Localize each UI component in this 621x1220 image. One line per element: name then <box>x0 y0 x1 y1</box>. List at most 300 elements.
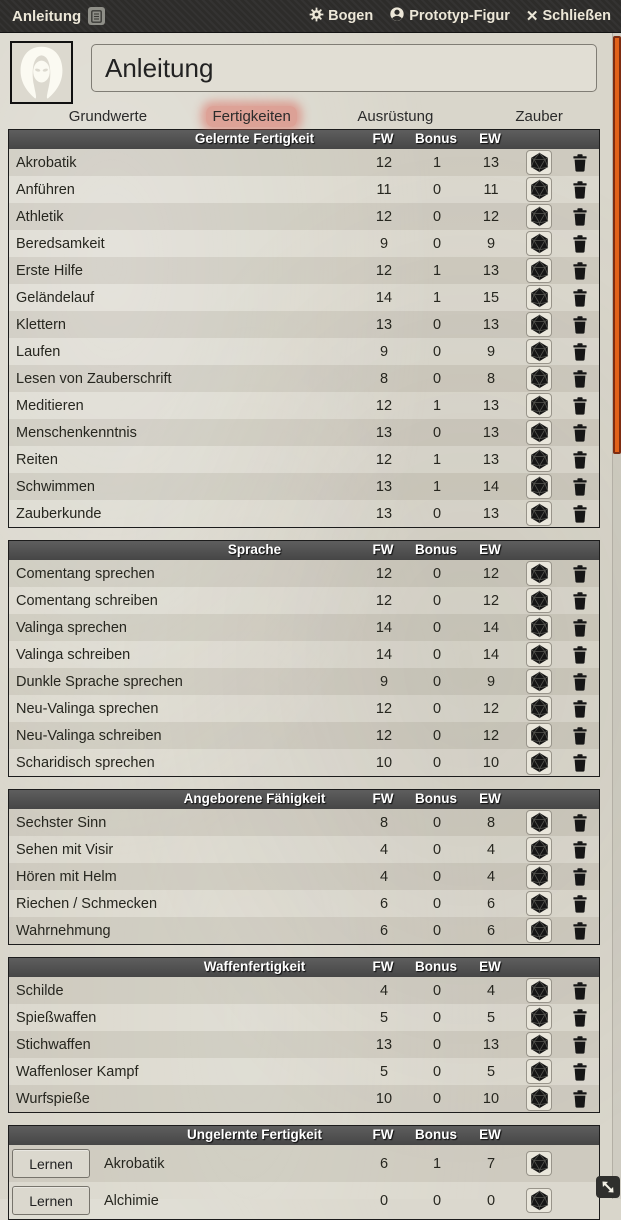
trash-icon <box>573 754 587 772</box>
skill-bonus-value: 1 <box>432 451 442 468</box>
skill-bonus-value: 0 <box>432 1192 442 1209</box>
d20-icon <box>529 893 550 914</box>
skill-bonus-value: 0 <box>432 982 442 999</box>
sheet-menu-button[interactable] <box>309 7 373 26</box>
roll-die-button[interactable] <box>526 864 552 889</box>
roll-die-button[interactable] <box>526 696 552 721</box>
roll-die-button[interactable] <box>526 285 552 310</box>
skill-row <box>9 149 599 176</box>
skill-name: Spießwaffen <box>16 1009 97 1026</box>
skill-row <box>9 1058 599 1085</box>
d20-icon <box>529 476 550 497</box>
roll-die-button[interactable] <box>526 1086 552 1111</box>
d20-icon <box>529 1190 550 1211</box>
skill-name: Athletik <box>16 208 64 225</box>
d20-icon <box>529 563 550 584</box>
skill-name: Valinga sprechen <box>16 619 127 636</box>
column-header-fw: FW <box>372 131 394 146</box>
skill-row <box>9 446 599 473</box>
skill-row <box>9 1031 599 1058</box>
delete-skill-button[interactable] <box>573 478 587 496</box>
unlearned-skill-row <box>9 1145 599 1182</box>
skill-ew-value: 5 <box>486 1063 496 1080</box>
skill-name: Klettern <box>16 316 66 333</box>
skill-fw-value: 9 <box>379 343 389 360</box>
skill-fw-value: 13 <box>375 1036 393 1053</box>
delete-skill-button[interactable] <box>573 316 587 334</box>
skill-ew-value: 13 <box>482 316 500 333</box>
delete-skill-button[interactable] <box>573 181 587 199</box>
skill-ew-value: 12 <box>482 727 500 744</box>
skill-fw-value: 9 <box>379 673 389 690</box>
delete-skill-button[interactable] <box>573 235 587 253</box>
skill-fw-value: 6 <box>379 895 389 912</box>
skill-fw-value: 12 <box>375 262 393 279</box>
window-title: Anleitung <box>12 7 82 25</box>
skill-name: Geländelauf <box>16 289 95 306</box>
resize-arrow-icon <box>601 1180 615 1194</box>
d20-icon <box>529 152 550 173</box>
skill-fw-value: 8 <box>379 814 389 831</box>
d20-icon <box>529 617 550 638</box>
skill-name: Akrobatik <box>16 154 77 171</box>
skill-row <box>9 311 599 338</box>
skill-fw-value: 13 <box>375 316 393 333</box>
skill-row <box>9 473 599 500</box>
skill-bonus-value: 0 <box>432 235 442 252</box>
skill-ew-value: 13 <box>482 262 500 279</box>
close-label: Schließen <box>542 8 611 24</box>
skill-row <box>9 1004 599 1031</box>
delete-skill-button[interactable] <box>573 922 587 940</box>
column-header-fw: FW <box>372 791 394 806</box>
skill-ew-value: 4 <box>486 868 496 885</box>
skill-fw-value: 6 <box>379 922 389 939</box>
trash-icon <box>573 316 587 334</box>
d20-icon <box>529 698 550 719</box>
skill-ew-value: 11 <box>483 181 499 198</box>
skill-row <box>9 284 599 311</box>
roll-die-button[interactable] <box>526 150 552 175</box>
trash-icon <box>573 922 587 940</box>
skill-bonus-value: 0 <box>432 1036 442 1053</box>
skill-name: Valinga schreiben <box>16 646 131 663</box>
roll-die-button[interactable] <box>526 420 552 445</box>
skill-fw-value: 12 <box>375 154 393 171</box>
skill-row <box>9 614 599 641</box>
skill-bonus-value: 0 <box>432 370 442 387</box>
d20-icon <box>529 395 550 416</box>
d20-icon <box>529 1153 550 1174</box>
skill-bonus-value: 0 <box>432 505 442 522</box>
delete-skill-button[interactable] <box>573 646 587 664</box>
d20-icon <box>529 233 550 254</box>
trash-icon <box>573 343 587 361</box>
roll-die-button[interactable] <box>526 501 552 526</box>
roll-die-button[interactable] <box>526 642 552 667</box>
trash-icon <box>573 451 587 469</box>
section-header <box>9 541 599 560</box>
trash-icon <box>573 814 587 832</box>
skill-ew-value: 9 <box>486 343 496 360</box>
skill-fw-value: 12 <box>375 700 393 717</box>
d20-icon <box>529 644 550 665</box>
skill-name: Beredsamkeit <box>16 235 105 252</box>
roll-die-button[interactable] <box>526 837 552 862</box>
roll-die-button[interactable] <box>526 474 552 499</box>
roll-die-button[interactable] <box>526 750 552 775</box>
column-header-bonus: Bonus <box>415 542 457 557</box>
skill-bonus-value: 0 <box>432 895 442 912</box>
skill-name: Riechen / Schmecken <box>16 895 158 912</box>
skill-bonus-value: 0 <box>432 727 442 744</box>
skill-bonus-value: 0 <box>432 673 442 690</box>
delete-skill-button[interactable] <box>573 208 587 226</box>
column-header-fw: FW <box>372 959 394 974</box>
skill-bonus-value: 0 <box>432 592 442 609</box>
skill-bonus-value: 0 <box>432 208 442 225</box>
d20-icon <box>529 1061 550 1082</box>
skill-bonus-value: 0 <box>432 922 442 939</box>
skill-fw-value: 4 <box>379 868 389 885</box>
skill-fw-value: 12 <box>375 592 393 609</box>
skill-name: Scharidisch sprechen <box>16 754 155 771</box>
d20-icon <box>529 449 550 470</box>
skill-name: Waffenloser Kampf <box>16 1063 139 1080</box>
skill-ew-value: 14 <box>482 619 500 636</box>
scrollbar-thumb[interactable] <box>613 36 621 454</box>
roll-die-button[interactable] <box>526 258 552 283</box>
skill-ew-value: 13 <box>482 154 500 171</box>
column-header-bonus: Bonus <box>415 1127 457 1142</box>
delete-skill-button[interactable] <box>573 370 587 388</box>
skill-fw-value: 5 <box>379 1009 389 1026</box>
d20-icon <box>529 1034 550 1055</box>
trash-icon <box>573 982 587 1000</box>
d20-icon <box>529 671 550 692</box>
delete-skill-button[interactable] <box>573 1063 587 1081</box>
delete-skill-button[interactable] <box>573 262 587 280</box>
delete-skill-button[interactable] <box>573 619 587 637</box>
roll-die-button[interactable] <box>526 312 552 337</box>
skill-fw-value: 12 <box>375 397 393 414</box>
delete-skill-button[interactable] <box>573 397 587 415</box>
skill-name: Laufen <box>16 343 61 360</box>
roll-die-button[interactable] <box>526 177 552 202</box>
skill-bonus-value: 0 <box>432 841 442 858</box>
resize-handle[interactable] <box>596 1176 620 1198</box>
roll-die-button[interactable] <box>526 810 552 835</box>
skill-name: Wurfspieße <box>16 1090 90 1107</box>
section-title: Waffenfertigkeit <box>203 959 306 974</box>
skill-fw-value: 12 <box>375 208 393 225</box>
skill-name: Zauberkunde <box>16 505 102 522</box>
delete-skill-button[interactable] <box>573 841 587 859</box>
delete-skill-button[interactable] <box>573 982 587 1000</box>
skill-bonus-value: 0 <box>432 700 442 717</box>
skill-bonus-value: 1 <box>432 289 442 306</box>
skill-name: Meditieren <box>16 397 84 414</box>
section-title: Angeborene Fähigkeit <box>183 791 326 806</box>
trash-icon <box>573 235 587 253</box>
skill-row <box>9 890 599 917</box>
skill-name: Anführen <box>16 181 75 198</box>
skill-row <box>9 749 599 776</box>
roll-die-button[interactable] <box>526 1059 552 1084</box>
skill-name: Comentang schreiben <box>16 592 158 609</box>
learn-button[interactable]: Lernen <box>12 1149 90 1178</box>
d20-icon <box>529 920 550 941</box>
skill-section <box>8 129 600 528</box>
skill-ew-value: 4 <box>486 841 496 858</box>
skill-fw-value: 4 <box>379 982 389 999</box>
character-name-input[interactable] <box>91 44 597 92</box>
skill-bonus-value: 0 <box>432 424 442 441</box>
skill-ew-value: 13 <box>482 397 500 414</box>
column-header-bonus: Bonus <box>415 791 457 806</box>
skill-bonus-value: 1 <box>432 1155 442 1172</box>
delete-skill-button[interactable] <box>573 895 587 913</box>
roll-die-button[interactable] <box>526 1032 552 1057</box>
trash-icon <box>573 565 587 583</box>
skill-name: Reiten <box>16 451 58 468</box>
skill-bonus-value: 0 <box>432 646 442 663</box>
trash-icon <box>573 868 587 886</box>
delete-skill-button[interactable] <box>573 154 587 172</box>
skill-ew-value: 7 <box>486 1155 496 1172</box>
roll-die-button[interactable] <box>526 615 552 640</box>
skill-name: Hören mit Helm <box>16 868 117 885</box>
delete-skill-button[interactable] <box>573 868 587 886</box>
skill-name: Menschenkenntnis <box>16 424 137 441</box>
roll-die-button[interactable] <box>526 1151 552 1176</box>
skill-ew-value: 8 <box>486 370 496 387</box>
skill-name: Schwimmen <box>16 478 95 495</box>
roll-die-button[interactable] <box>526 723 552 748</box>
figure-menu-button[interactable] <box>389 6 510 26</box>
skill-bonus-value: 0 <box>432 1090 442 1107</box>
roll-die-button[interactable] <box>526 393 552 418</box>
skill-row <box>9 338 599 365</box>
section-header <box>9 130 599 149</box>
skill-row <box>9 230 599 257</box>
skill-section <box>8 540 600 777</box>
close-icon: ✕ <box>525 7 539 25</box>
tab-fertigkeiten[interactable]: Fertigkeiten <box>180 108 324 125</box>
skill-name: Stichwaffen <box>16 1036 91 1053</box>
skill-fw-value: 9 <box>379 235 389 252</box>
section-title: Ungelernte Fertigkeit <box>186 1127 323 1142</box>
skill-row <box>9 641 599 668</box>
roll-die-button[interactable] <box>526 366 552 391</box>
d20-icon <box>529 368 550 389</box>
delete-skill-button[interactable] <box>573 754 587 772</box>
skill-fw-value: 10 <box>375 1090 393 1107</box>
skill-bonus-value: 0 <box>432 343 442 360</box>
roll-die-button[interactable] <box>526 204 552 229</box>
column-header-fw: FW <box>372 1127 394 1142</box>
d20-icon <box>529 206 550 227</box>
skill-fw-value: 13 <box>375 424 393 441</box>
skill-fw-value: 10 <box>375 754 393 771</box>
skill-fw-value: 12 <box>375 727 393 744</box>
delete-skill-button[interactable] <box>573 700 587 718</box>
tab-ausruestung[interactable]: Ausrüstung <box>357 107 434 125</box>
skill-ew-value: 5 <box>486 1009 496 1026</box>
delete-skill-button[interactable] <box>573 814 587 832</box>
skill-row <box>9 668 599 695</box>
skill-fw-value: 0 <box>379 1192 389 1209</box>
section-header <box>9 1126 599 1145</box>
scrollbar-track[interactable] <box>612 33 621 1199</box>
skill-name: Neu-Valinga sprechen <box>16 700 159 717</box>
delete-skill-button[interactable] <box>573 343 587 361</box>
skill-row <box>9 695 599 722</box>
roll-die-button[interactable] <box>526 231 552 256</box>
roll-die-button[interactable] <box>526 1188 552 1213</box>
skill-bonus-value: 0 <box>432 868 442 885</box>
skill-bonus-value: 0 <box>432 565 442 582</box>
delete-skill-button[interactable] <box>573 565 587 583</box>
character-header <box>0 33 621 104</box>
trash-icon <box>573 1036 587 1054</box>
d20-icon <box>529 1088 550 1109</box>
skill-bonus-value: 0 <box>432 619 442 636</box>
d20-icon <box>529 839 550 860</box>
skill-fw-value: 14 <box>375 646 393 663</box>
roll-die-button[interactable] <box>526 1005 552 1030</box>
skill-fw-value: 5 <box>379 1063 389 1080</box>
d20-icon <box>529 980 550 1001</box>
roll-die-button[interactable] <box>526 339 552 364</box>
d20-icon <box>529 260 550 281</box>
tab-grundwerte[interactable]: Grundwerte <box>68 107 148 125</box>
roll-die-button[interactable] <box>526 669 552 694</box>
trash-icon <box>573 673 587 691</box>
skill-fw-value: 13 <box>375 505 393 522</box>
skill-name: Sechster Sinn <box>16 814 107 831</box>
delete-skill-button[interactable] <box>573 1009 587 1027</box>
trash-icon <box>573 505 587 523</box>
delete-skill-button[interactable] <box>573 1036 587 1054</box>
delete-skill-button[interactable] <box>573 673 587 691</box>
figure-menu-label: Prototyp-Figur <box>409 8 510 24</box>
delete-skill-button[interactable] <box>573 424 587 442</box>
skill-name: Comentang sprechen <box>16 565 155 582</box>
skill-row <box>9 587 599 614</box>
trash-icon <box>573 619 587 637</box>
skill-row <box>9 500 599 527</box>
skill-bonus-value: 1 <box>432 154 442 171</box>
skill-row <box>9 176 599 203</box>
trash-icon <box>573 370 587 388</box>
roll-die-button[interactable] <box>526 891 552 916</box>
skill-ew-value: 4 <box>486 982 496 999</box>
delete-skill-button[interactable] <box>573 727 587 745</box>
column-header-bonus: Bonus <box>415 131 457 146</box>
roll-die-button[interactable] <box>526 561 552 586</box>
d20-icon <box>529 725 550 746</box>
skill-bonus-value: 0 <box>432 814 442 831</box>
avatar[interactable] <box>10 41 73 104</box>
skill-ew-value: 0 <box>486 1192 496 1209</box>
skill-row <box>9 722 599 749</box>
close-button[interactable] <box>526 8 611 24</box>
d20-icon <box>529 1007 550 1028</box>
roll-die-button[interactable] <box>526 918 552 943</box>
trash-icon <box>573 646 587 664</box>
column-header-ew: EW <box>479 131 501 146</box>
skill-fw-value: 11 <box>376 181 392 198</box>
delete-skill-button[interactable] <box>573 1090 587 1108</box>
trash-icon <box>573 262 587 280</box>
skill-ew-value: 14 <box>482 646 500 663</box>
skill-fw-value: 14 <box>375 289 393 306</box>
skill-ew-value: 14 <box>482 478 500 495</box>
delete-skill-button[interactable] <box>573 289 587 307</box>
d20-icon <box>529 287 550 308</box>
learn-button[interactable]: Lernen <box>12 1186 90 1215</box>
skill-row <box>9 917 599 944</box>
d20-icon <box>529 590 550 611</box>
skill-bonus-value: 0 <box>432 181 442 198</box>
skill-ew-value: 8 <box>486 814 496 831</box>
skill-ew-value: 12 <box>482 700 500 717</box>
skill-name: Akrobatik <box>104 1155 165 1172</box>
trash-icon <box>573 208 587 226</box>
trash-icon <box>573 1063 587 1081</box>
skill-ew-value: 12 <box>482 565 500 582</box>
sheet-menu-label: Bogen <box>328 8 374 24</box>
roll-die-button[interactable] <box>526 978 552 1003</box>
skill-row <box>9 560 599 587</box>
skill-section <box>8 957 600 1113</box>
skill-bonus-value: 1 <box>432 262 442 279</box>
skill-ew-value: 15 <box>482 289 500 306</box>
skill-ew-value: 10 <box>482 754 500 771</box>
skill-fw-value: 13 <box>375 478 393 495</box>
trash-icon <box>573 727 587 745</box>
skill-fw-value: 12 <box>375 451 393 468</box>
skill-ew-value: 13 <box>482 505 500 522</box>
delete-skill-button[interactable] <box>573 451 587 469</box>
column-header-ew: EW <box>479 542 501 557</box>
unlearned-skill-row <box>9 1182 599 1219</box>
roll-die-button[interactable] <box>526 588 552 613</box>
trash-icon <box>573 592 587 610</box>
skill-row <box>9 977 599 1004</box>
delete-skill-button[interactable] <box>573 592 587 610</box>
trash-icon <box>573 289 587 307</box>
skill-fw-value: 14 <box>375 619 393 636</box>
skill-name: Alchimie <box>104 1192 159 1209</box>
skill-row <box>9 203 599 230</box>
skill-row <box>9 1085 599 1112</box>
trash-icon <box>573 895 587 913</box>
skill-fw-value: 8 <box>379 370 389 387</box>
tab-zauber[interactable]: Zauber <box>515 107 563 125</box>
trash-icon <box>573 154 587 172</box>
skill-ew-value: 13 <box>482 1036 500 1053</box>
skill-name: Wahrnehmung <box>16 922 111 939</box>
gear-icon <box>309 7 324 26</box>
section-title: Sprache <box>227 542 282 557</box>
skill-bonus-value: 1 <box>432 397 442 414</box>
skill-bonus-value: 0 <box>432 1063 442 1080</box>
skill-fw-value: 12 <box>375 565 393 582</box>
roll-die-button[interactable] <box>526 447 552 472</box>
delete-skill-button[interactable] <box>573 505 587 523</box>
